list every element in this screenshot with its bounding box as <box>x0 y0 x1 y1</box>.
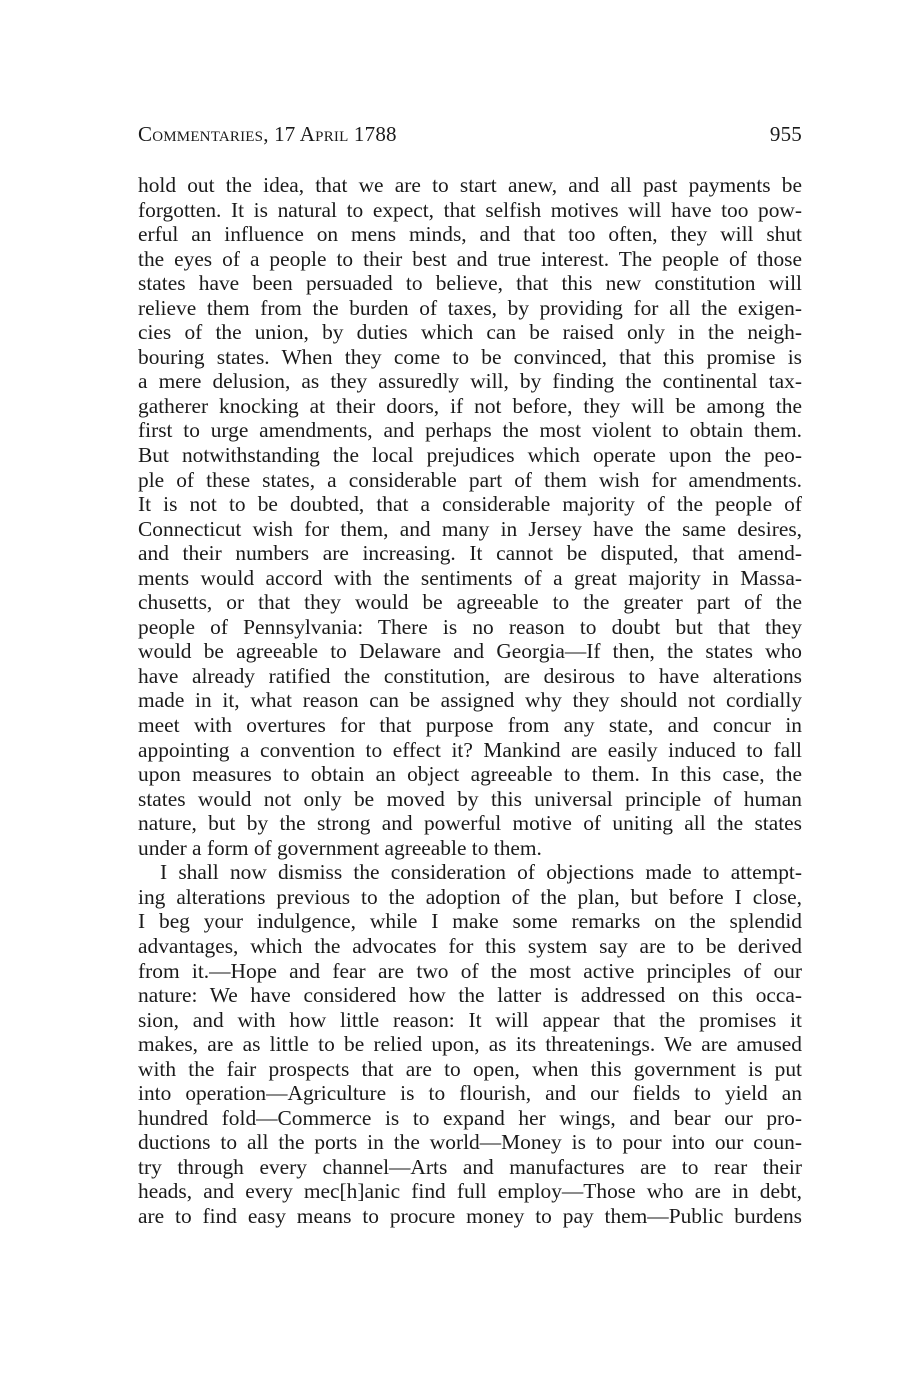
text-line: people of Pennsylvania: There is no reason to doubt but that they <box>138 614 802 639</box>
body-text <box>138 173 802 1229</box>
text-line: and their numbers are increasing. It cannot be disputed, that amend- <box>138 541 802 566</box>
text-line: erful an influence on mens minds, and that too often, they will shut <box>138 222 802 247</box>
text-line: would be agreeable to Delaware and Georgia—If then, the states who <box>138 639 802 664</box>
text-line: But notwithstanding the local prejudices which operate upon the peo- <box>138 443 802 468</box>
text-line: nature: We have considered how the latter is addressed on this occa- <box>138 983 802 1008</box>
text-line: states would not only be moved by this universal principle of human <box>138 786 802 811</box>
text-line: cies of the union, by duties which can be raised only in the neigh- <box>138 320 802 345</box>
text-line: nature, but by the strong and powerful motive of uniting all the states <box>138 811 802 836</box>
text-line: under a form of government agreeable to them. <box>138 835 542 860</box>
text-line: hold out the idea, that we are to start anew, and all past payments be <box>138 173 802 197</box>
text-line: upon measures to obtain an object agreeable to them. In this case, the <box>138 762 802 787</box>
text-line: Connecticut wish for them, and many in Jersey have the same desires, <box>138 516 802 541</box>
running-head-title: Commentaries, 17 April 1788 <box>138 122 397 146</box>
text-line: I beg your indulgence, while I make some remarks on the splendid <box>138 909 802 934</box>
text-line: states have been persuaded to believe, that this new constitution will <box>138 271 802 296</box>
text-line: appointing a convention to effect it? Mankind are easily induced to fall <box>138 737 802 762</box>
text-line: meet with overtures for that purpose from any state, and concur in <box>138 713 802 738</box>
text-line: ple of these states, a considerable part of them wish for amendments. <box>138 467 802 492</box>
text-line: ments would accord with the sentiments of a great majority in Massa- <box>138 565 802 590</box>
text-line: gatherer knocking at their doors, if not before, they will be among the <box>138 393 802 418</box>
text-line: first to urge amendments, and perhaps the most violent to obtain them. <box>138 418 802 443</box>
text-line: relieve them from the burden of taxes, by providing for all the exigen- <box>138 295 802 320</box>
text-line: from it.—Hope and fear are two of the most active principles of our <box>138 958 802 983</box>
text-line: forgotten. It is natural to expect, that selfish motives will have too pow- <box>138 197 802 222</box>
text-line: ing alterations previous to the adoption of the plan, but before I close, <box>138 884 802 909</box>
text-line: the eyes of a people to their best and true interest. The people of those <box>138 246 802 271</box>
paragraph-2 <box>138 860 802 1228</box>
page-number: 955 <box>769 122 802 146</box>
text-line: a mere delusion, as they assuredly will, by finding the continental tax- <box>138 369 802 394</box>
text-line: with the fair prospects that are to open, when this government is put <box>138 1056 802 1081</box>
paragraph-1 <box>138 173 802 860</box>
text-line: bouring states. When they come to be convinced, that this promise is <box>138 344 802 369</box>
text-line: try through every channel—Arts and manufactures are to rear their <box>138 1154 802 1179</box>
text-line: It is not to be doubted, that a considerable majority of the people of <box>138 492 802 517</box>
text-line: hundred fold—Commerce is to expand her wings, and bear our pro- <box>138 1105 802 1130</box>
text-line: makes, are as little to be relied upon, as its threatenings. We are amused <box>138 1032 802 1057</box>
running-head <box>138 122 802 150</box>
text-line: chusetts, or that they would be agreeable to the greater part of the <box>138 590 802 615</box>
text-line: sion, and with how little reason: It will appear that the promises it <box>138 1007 802 1032</box>
text-line: heads, and every mec[h]anic find full employ—Those who are in debt, <box>138 1179 802 1204</box>
text-line: ductions to all the ports in the world—Money is to pour into our coun- <box>138 1130 802 1155</box>
text-line: are to find easy means to procure money to pay them—Public burdens <box>138 1203 802 1228</box>
text-line: advantages, which the advocates for this system say are to be derived <box>138 933 802 958</box>
text-line: have already ratified the constitution, are desirous to have alterations <box>138 663 802 688</box>
text-line: made in it, what reason can be assigned why they should not cordially <box>138 688 802 713</box>
text-line: I shall now dismiss the consideration of objections made to attempt- <box>160 860 802 885</box>
text-line: into operation—Agriculture is to flourish, and our fields to yield an <box>138 1081 802 1106</box>
